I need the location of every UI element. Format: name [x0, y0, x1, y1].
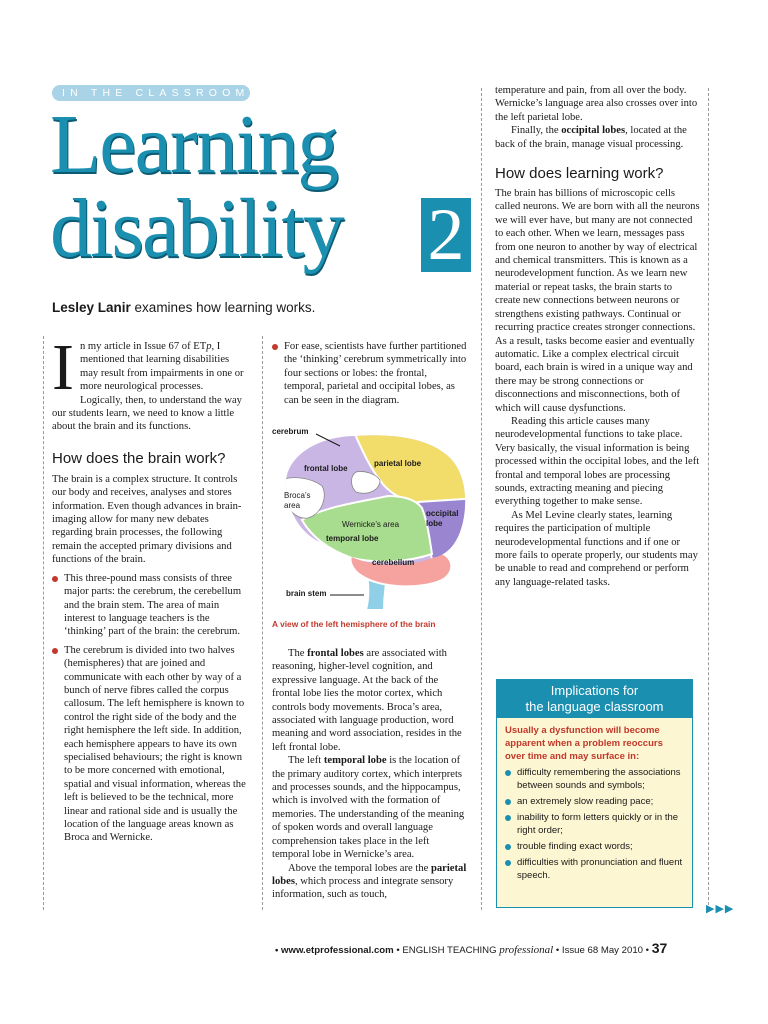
label-temporal-lobe: temporal lobe: [326, 534, 379, 543]
label-brocas-area-1: Broca’s: [284, 491, 311, 500]
text-run: The left: [288, 755, 324, 767]
column-1: [52, 331, 248, 845]
term-frontal-lobes: frontal lobes: [307, 648, 364, 659]
footer-magazine: • ENGLISH TEACHING: [393, 945, 500, 956]
body-paragraph: As Mel Levine clearly states, learning requires the participation of multiple neurodevelopmental functions and if one or more fails to operate properly, our students may be unable to read and comprehend or perform any language-related tasks.: [495, 509, 698, 588]
byline-author: Lesley Lanir: [52, 300, 131, 315]
body-paragraph: temperature and pain, from all over the body. Wernicke’s language area also crosses over into the left parietal lobe.: [495, 85, 698, 123]
bullet-item: For ease, scientists have further partitioned the ‘thinking’ cerebrum symmetrically into four sections or lobes: the frontal, temporal, parietal and occipital lobes, as can be seen in the diagram.: [272, 340, 468, 407]
body-paragraph: [495, 124, 700, 151]
label-cerebellum: cerebellum: [372, 558, 415, 567]
term-parietal-lobes: parietal lobes: [272, 862, 467, 887]
footer-issue: • Issue 68 May 2010 •: [553, 945, 652, 956]
footer-magazine-italic: professional: [499, 944, 554, 956]
intro-paragraph: [52, 331, 248, 434]
implications-box: [496, 679, 693, 908]
label-parietal-lobe: parietal lobe: [374, 459, 422, 468]
implications-box-body: [497, 718, 692, 882]
label-occipital-lobe-1: occipital: [426, 509, 459, 518]
implications-list: [505, 766, 684, 882]
label-wernickes-area: Wernicke’s area: [342, 520, 400, 529]
bullet-item: This three-pound mass consists of three major parts: the cerebrum, the cerebellum and the brain stem. The area of main interest to language teachers is the ‘thinking’ part of the brain: the cerebrum.: [52, 572, 248, 639]
section-tag: IN THE CLASSROOM: [52, 85, 250, 101]
article-title-line-2: disability: [50, 182, 343, 275]
implications-item: an extremely slow reading pace;: [505, 795, 684, 808]
label-frontal-lobe: frontal lobe: [304, 464, 348, 473]
implications-intro: Usually a dysfunction will become apparent when a problem reoccurs over time and may surface in:: [505, 725, 663, 762]
column-2-continued: [272, 647, 468, 902]
body-paragraph: [272, 754, 468, 861]
implications-item: inability to form letters quickly or in the right order;: [505, 811, 684, 837]
section-heading: How does the brain work?: [52, 449, 226, 467]
intro-text-italic: p: [206, 341, 212, 352]
bullet-item: The cerebrum is divided into two halves (hemispheres) that are joined and communicate with each other by way of a bunch of nerve fibres called the corpus callosum. The left hemisphere is known to control the right side of the body and the right hemisphere the left side. In addition, each hemisphere appears to have its own specialised behaviours; the right is known to be more concerned with emotional, spatial and visual information, whereas the left is believed to be the technical, more linear and rational side and is usually the location of the language areas known as Broca and Wernicke.: [52, 644, 248, 845]
term-occipital-lobes: occipital lobes: [561, 125, 626, 137]
body-paragraph: The brain has billions of microscopic cells called neurons. We are born with all the neurons we will ever have, but many are not connected to each other. When we learn, messages pass from one neuron to another by way of electrical and chemical transmitters. This is known as a neurodevelopment function. As we learn new material or repeat tasks, the brain starts to create new connections between neurons or strengthens existing pathways. Continual or recurring practice creates stronger connections. As a result, tasks become easier and eventually automatic. Like a complex electrical circuit board, each brain is wired in a unique way and there may be strong connections or disconnections and misconnections, both of which will cause dysfunctions.: [495, 188, 700, 414]
body-paragraph: [272, 862, 468, 902]
brain-diagram: [268, 424, 478, 616]
footer-url-link[interactable]: • www.etprofessional.com: [275, 945, 394, 956]
column-rule: [43, 336, 44, 910]
label-brocas-area-2: area: [284, 501, 301, 510]
page-number: 37: [651, 940, 668, 956]
column-3: [495, 84, 700, 589]
text-run: , which process and integrate sensory information, such as touch,: [272, 875, 454, 901]
body-paragraph: [272, 647, 468, 754]
text-run: are associated with reasoning, higher-level cognition, and expressive language. At the back of the frontal lobe lies the motor cortex, which controls body movements. Broca’s area, associated with language production, word meaning and word association, resides in the left frontal lobe.: [272, 648, 462, 753]
column-2: [272, 340, 468, 407]
page-footer: [275, 940, 667, 956]
article-part-number: 2: [421, 198, 471, 272]
section-heading: How does learning work?: [495, 165, 664, 183]
implications-item: difficulties with pronunciation and fluent speech.: [505, 856, 684, 882]
body-paragraph: The brain is a complex structure. It controls our body and receives, analyses and stores information. Even though advances in brain-imaging allow for many new debates regarding brain processes, the following remain the accepted primary divisions and functions of the brain.: [52, 473, 242, 566]
label-brain-stem: brain stem: [286, 589, 327, 598]
implications-item: difficulty remembering the associations between sounds and symbols;: [505, 766, 684, 792]
diagram-caption: A view of the left hemisphere of the brain: [272, 619, 436, 629]
drop-cap: I: [52, 331, 74, 404]
byline: [52, 300, 315, 315]
label-cerebrum: cerebrum: [272, 427, 309, 436]
column-rule: [481, 88, 482, 910]
label-occipital-lobe-2: lobe: [426, 519, 443, 528]
text-run: , located at the back of the brain, manage visual processing.: [495, 125, 687, 150]
intro-text-b: , I mentioned that learning disabilities may result from impairments in one or more neurological processes. Logically, then, to understand the way our students learn, we need to know a little about the brain and its functions.: [52, 341, 244, 433]
column-rule: [708, 88, 709, 910]
implications-title-line-1: Implications for: [550, 683, 639, 698]
article-title-line-1: Learning: [50, 98, 338, 191]
implications-box-header: [497, 680, 692, 718]
intro-text-a: n my article in Issue 67 of ET: [79, 341, 207, 352]
text-run: Above the temporal lobes are the: [288, 862, 431, 874]
byline-text: examines how learning works.: [130, 300, 316, 315]
column-rule: [262, 336, 263, 910]
term-temporal-lobe: temporal lobe: [323, 755, 387, 767]
implications-title-line-2: the language classroom: [525, 699, 664, 714]
text-run: is the location of the primary auditory cortex, which interprets and processes sounds, and the hippocampus, which is involved with the formation of memories. The understanding of the meaning of spoken words and overall language comprehension takes place in the left temporal lobe in Wernicke’s area.: [272, 755, 465, 861]
body-paragraph: Reading this article causes many neurodevelopmental functions to take place. Very basically, the visual information is being processed within the occipital lobes, and the left frontal and temporal lobes are processing sounds, extracting meaning and piecing everything together to make sense.: [495, 415, 700, 508]
continue-arrows-icon: ▶▶▶: [706, 903, 735, 915]
text-run: Finally, the: [511, 125, 562, 137]
implications-item: trouble finding exact words;: [505, 840, 684, 853]
text-run: The: [288, 648, 308, 659]
